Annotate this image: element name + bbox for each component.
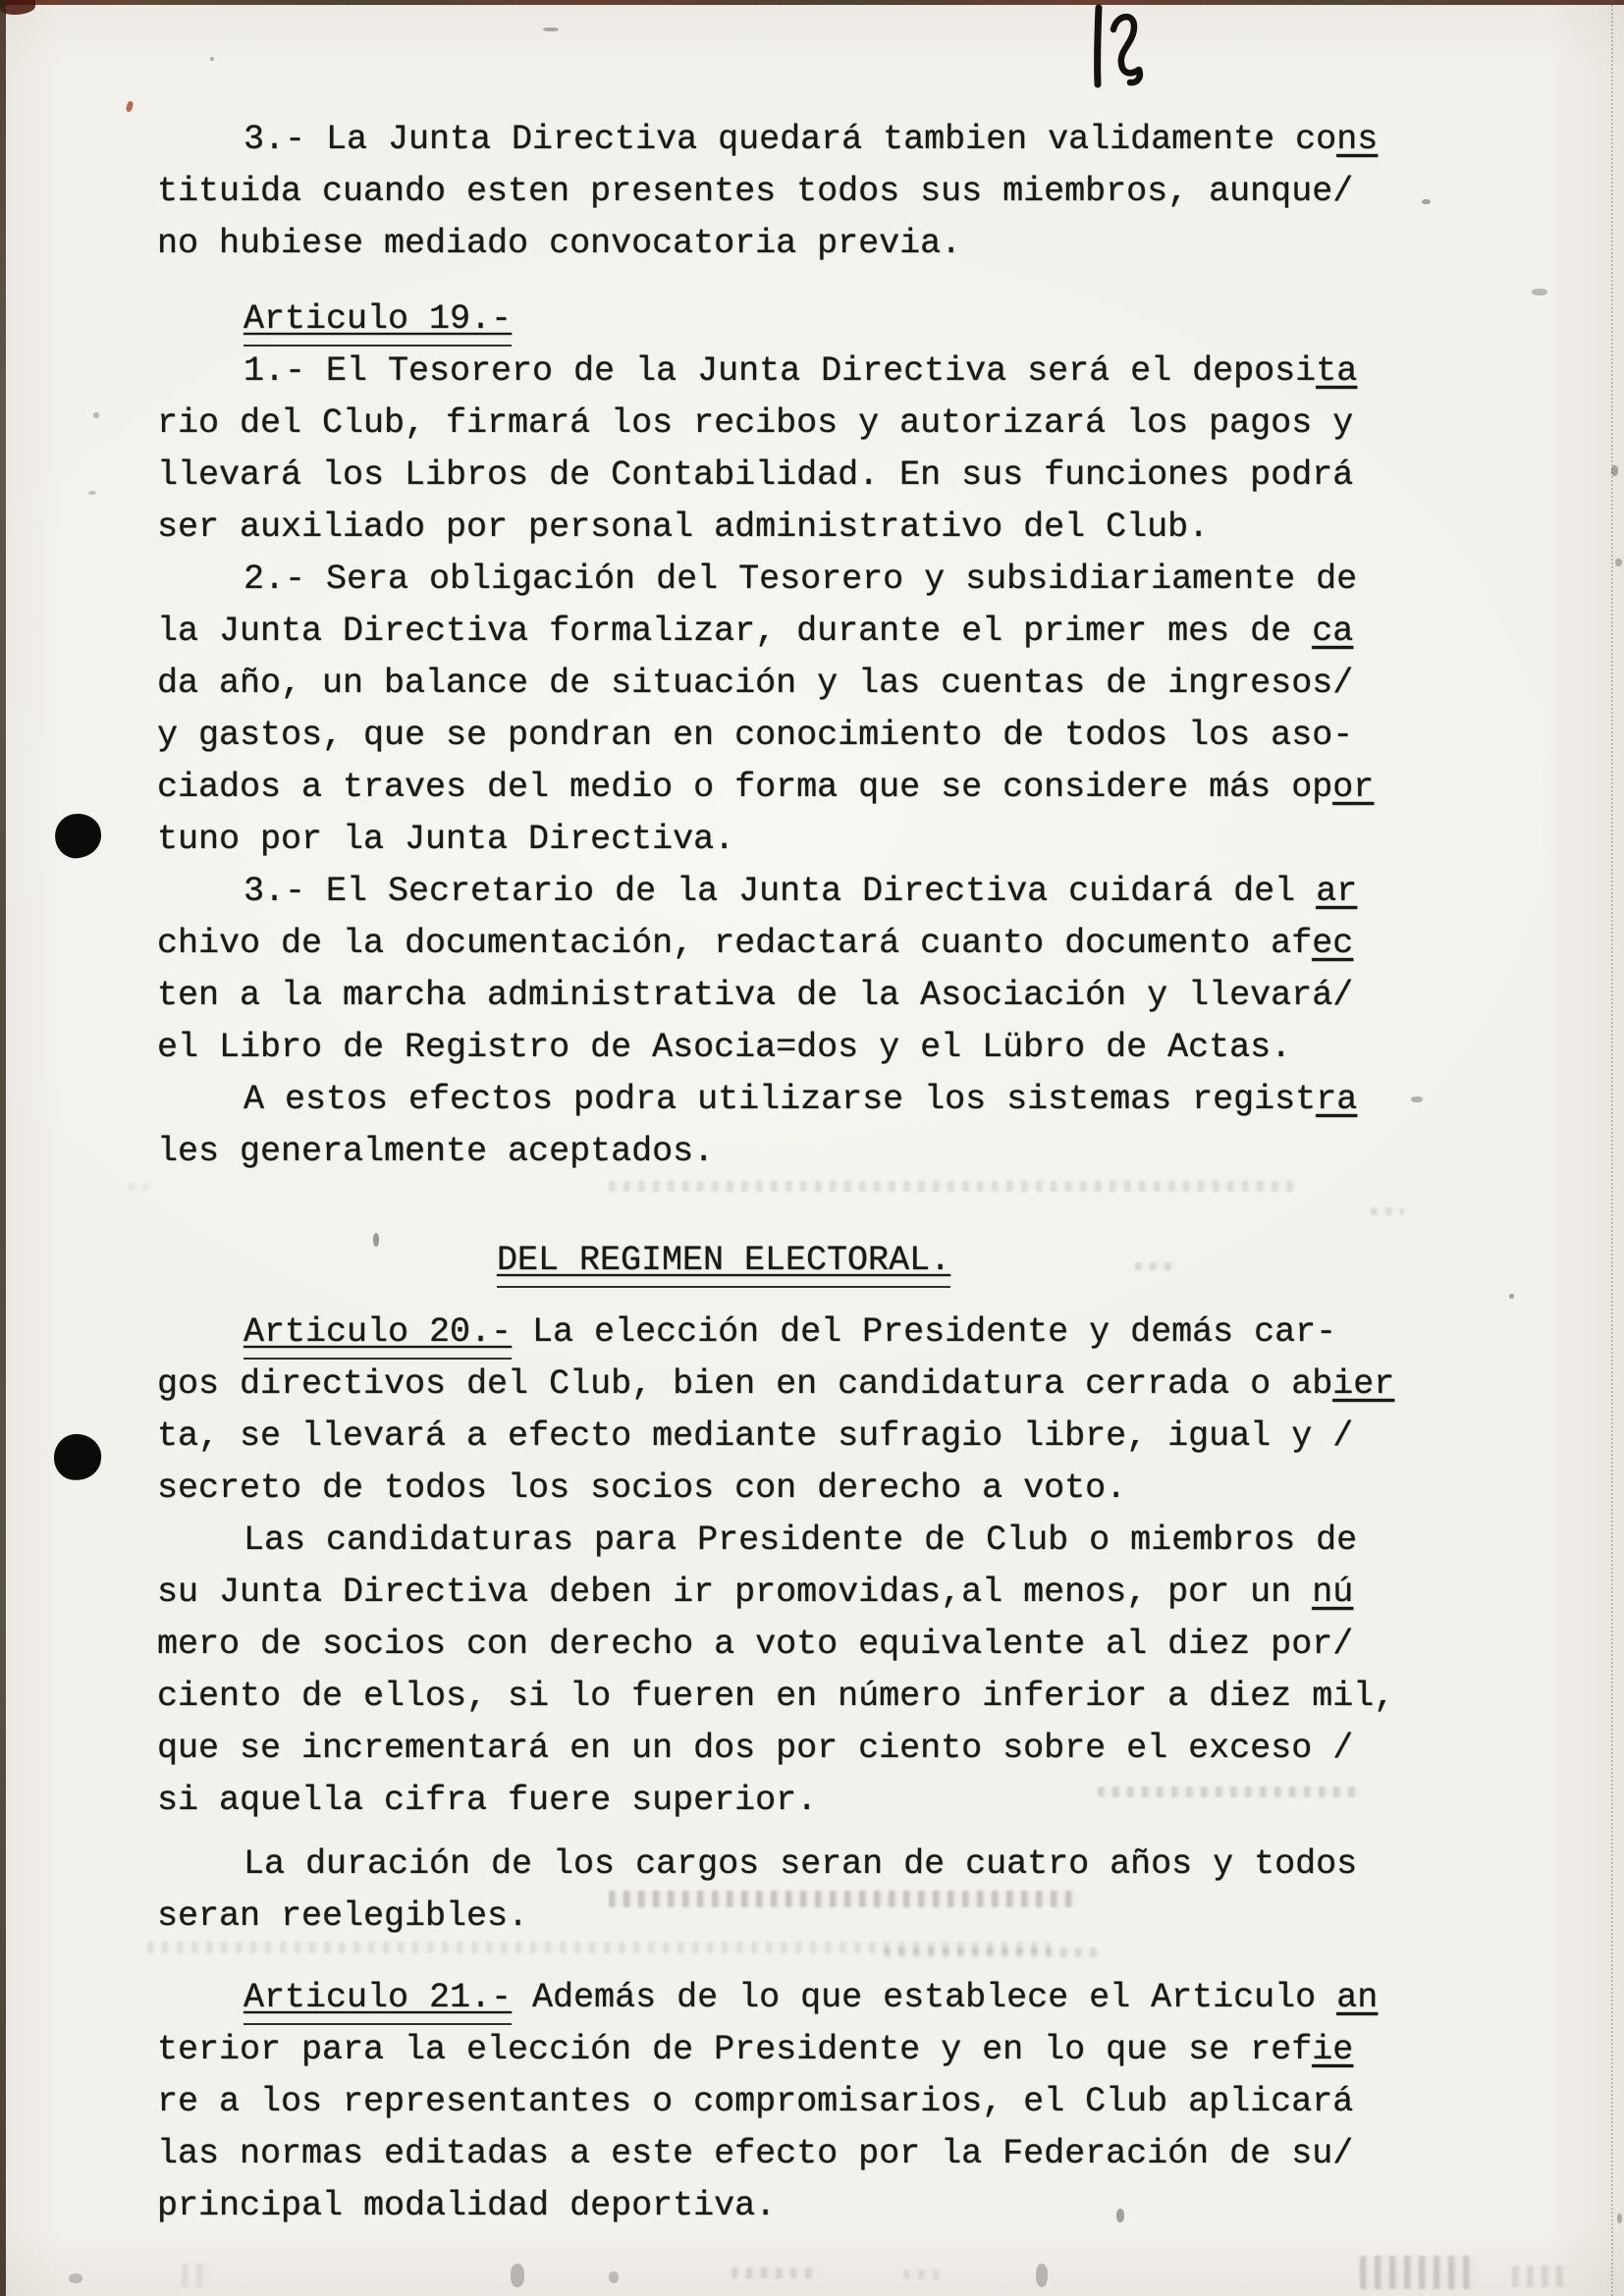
scan-edge-left — [0, 0, 6, 2296]
text-segment: seran reelegibles. — [157, 1896, 529, 1936]
underlined-text-segment: an — [1336, 1978, 1379, 2017]
text-line — [157, 1359, 1396, 1411]
ghost-smudge — [1371, 1207, 1404, 1215]
text-segment: ten a la marcha administrativa de la Asociación y llevará/ — [157, 976, 1354, 1015]
text-segment: llevará los Libros de Contabilidad. En sus funciones podrá — [157, 455, 1354, 495]
text-line — [157, 2024, 1396, 2076]
text-line — [157, 554, 1396, 606]
text-segment: principal modalidad deportiva. — [157, 2186, 777, 2225]
text-segment: secreto de todos los socios con derecho a voto. — [157, 1468, 1127, 1508]
stain-speck — [373, 1233, 379, 1247]
stain-speck — [1411, 1096, 1423, 1102]
ghost-smudge — [1135, 1262, 1178, 1270]
text-segment: La duración de los cargos seran de cuatro años y todos — [244, 1844, 1358, 1884]
text-segment: tuno por la Junta Directiva. — [157, 820, 735, 859]
stain-speck — [511, 2264, 524, 2287]
ghost-smudge — [128, 1183, 157, 1191]
stain-speck — [1617, 2214, 1622, 2223]
stain-speck — [1615, 559, 1622, 566]
ghost-smudge — [609, 1891, 1080, 1907]
ghost-smudge — [1098, 1787, 1363, 1797]
stain-speck — [1532, 289, 1547, 295]
stain-speck — [1422, 199, 1431, 204]
underlined-text-segment: or — [1332, 768, 1375, 807]
text-segment: gos directivos del Club, bien en candidatura cerrada o ab — [157, 1364, 1333, 1404]
stain-speck — [609, 2271, 619, 2283]
text-line — [157, 1723, 1396, 1775]
text-line — [157, 398, 1396, 450]
text-segment: si aquella cifra fuere superior. — [157, 1781, 818, 1820]
text-segment: 1.- El Tesorero de la Junta Directiva será el deposi — [244, 351, 1317, 391]
text-line — [157, 1307, 1396, 1359]
stain-speck — [543, 27, 559, 31]
underlined-text-segment: ca — [1312, 612, 1354, 651]
text-segment: las normas editadas a este efecto por la Federación de su/ — [157, 2134, 1354, 2173]
handwritten-page-number — [1068, 2, 1166, 100]
underlined-text-segment: ier — [1332, 1364, 1395, 1404]
text-line — [157, 1671, 1396, 1723]
text-line — [157, 218, 1396, 270]
text-line — [157, 114, 1396, 166]
text-line — [157, 918, 1396, 970]
text-line — [157, 2180, 1396, 2232]
underlined-text-segment: ta — [1316, 351, 1358, 391]
underlined-text-segment: Articulo 20.- — [244, 1312, 512, 1360]
text-segment: re a los representantes o compromisarios, el Club aplicará — [157, 2082, 1354, 2121]
handwritten-12-strokes — [1068, 2, 1166, 100]
underlined-text-segment: ec — [1312, 924, 1354, 963]
stain-speck — [210, 57, 214, 61]
text-line — [157, 1463, 1396, 1515]
text-segment: Las candidaturas para Presidente de Club o miembros de — [244, 1521, 1358, 1560]
text-segment: mero de socios con derecho a voto equivalente al diez por/ — [157, 1625, 1354, 1664]
text-line — [157, 1567, 1396, 1619]
stain-speck — [1509, 1294, 1514, 1299]
text-segment: da año, un balance de situación y las cuentas de ingresos/ — [157, 664, 1354, 703]
text-segment: La elección del Presidente y demás car- — [512, 1312, 1337, 1352]
text-segment: 2.- Sera obligación del Tesorero y subsidiariamente de — [244, 560, 1358, 599]
stain-speck — [88, 491, 96, 495]
text-line — [157, 2128, 1396, 2180]
stain-speck — [1036, 2264, 1048, 2287]
text-segment: rio del Club, firmará los recibos y autorizará los pagos y — [157, 403, 1354, 443]
stain-speck — [1611, 465, 1618, 476]
stain-speck — [69, 2273, 82, 2283]
text-segment: les generalmente aceptados. — [157, 1132, 715, 1171]
underlined-text-segment: ie — [1312, 2030, 1354, 2069]
ghost-smudge — [1512, 2266, 1571, 2287]
text-line — [157, 346, 1396, 398]
text-segment: chivo de la documentación, redactará cuanto documento af — [157, 924, 1313, 963]
ghost-smudge — [1360, 2256, 1478, 2289]
text-line — [157, 502, 1396, 554]
text-segment: ciento de ellos, si lo fueren en número inferior a diez mil, — [157, 1677, 1395, 1716]
stain-speck — [93, 412, 99, 418]
scan-fold-line — [1611, 0, 1613, 2296]
text-segment: su Junta Directiva deben ir promovidas,al menos, por un — [157, 1573, 1313, 1612]
text-line — [157, 1515, 1396, 1567]
stain-speck — [1116, 2209, 1124, 2222]
text-segment: que se incrementará en un dos por ciento sobre el exceso / — [157, 1729, 1354, 1768]
text-line — [157, 1619, 1396, 1671]
text-line — [157, 1411, 1396, 1463]
underlined-text-segment: Articulo 21.- — [244, 1978, 512, 2025]
text-segment: Además de lo que establece el Articulo — [512, 1978, 1337, 2017]
ghost-smudge — [731, 2268, 820, 2278]
ghost-smudge — [609, 1181, 1296, 1192]
text-line — [157, 1126, 1396, 1178]
text-line — [157, 866, 1396, 918]
underlined-text-segment: nú — [1312, 1573, 1354, 1612]
text-line — [157, 814, 1396, 866]
ink-blot — [52, 811, 104, 861]
text-line — [157, 1074, 1396, 1126]
text-segment: A estos efectos podra utilizarse los sistemas regist — [244, 1080, 1317, 1119]
text-segment: el Libro de Registro de Asocia=dos y el Lübro de Actas. — [157, 1028, 1292, 1067]
ink-blot — [52, 1432, 104, 1483]
ghost-smudge — [182, 2264, 211, 2287]
underlined-text-segment: ns — [1336, 120, 1379, 159]
text-segment: ser auxiliado por personal administrativo del Club. — [157, 507, 1210, 547]
text-line — [157, 450, 1396, 502]
text-segment: no hubiese mediado convocatoria previa. — [157, 224, 962, 263]
document-body — [157, 114, 1396, 2232]
text-line — [157, 1972, 1396, 2024]
ghost-smudge — [903, 2269, 943, 2279]
underlined-text-segment: ar — [1316, 872, 1358, 911]
section-heading-line — [157, 1235, 1396, 1287]
text-segment: tituida cuando esten presentes todos sus miembros, aunque/ — [157, 172, 1354, 211]
text-segment: 3.- La Junta Directiva quedará tambien validamente co — [244, 120, 1337, 159]
text-segment: 3.- El Secretario de la Junta Directiva cuidará del — [244, 872, 1317, 911]
ghost-smudge — [147, 1942, 1051, 1953]
text-segment: ciados a traves del medio o forma que se considere más op — [157, 768, 1333, 807]
text-line — [157, 658, 1396, 710]
underlined-text-segment: DEL REGIMEN ELECTORAL. — [497, 1241, 950, 1288]
text-segment: terior para la elección de Presidente y en lo que se ref — [157, 2030, 1313, 2069]
text-line — [157, 1839, 1396, 1891]
text-segment: y gastos, que se pondran en conocimiento de todos los aso- — [157, 716, 1354, 755]
text-line — [157, 970, 1396, 1022]
scan-edge-top — [0, 0, 1624, 5]
text-line — [157, 762, 1396, 814]
text-segment: la Junta Directiva formalizar, durante el primer mes de — [157, 612, 1313, 651]
stain-speck — [126, 100, 135, 112]
text-line — [157, 294, 1396, 346]
text-line — [157, 1775, 1396, 1827]
text-line — [157, 166, 1396, 218]
text-line — [157, 606, 1396, 658]
text-line — [157, 1022, 1396, 1074]
text-line — [157, 2076, 1396, 2128]
text-line — [157, 710, 1396, 762]
underlined-text-segment: Articulo 19.- — [244, 299, 512, 347]
text-segment: ta, se llevará a efecto mediante sufragio libre, igual y / — [157, 1416, 1354, 1456]
underlined-text-segment: ra — [1316, 1080, 1358, 1119]
